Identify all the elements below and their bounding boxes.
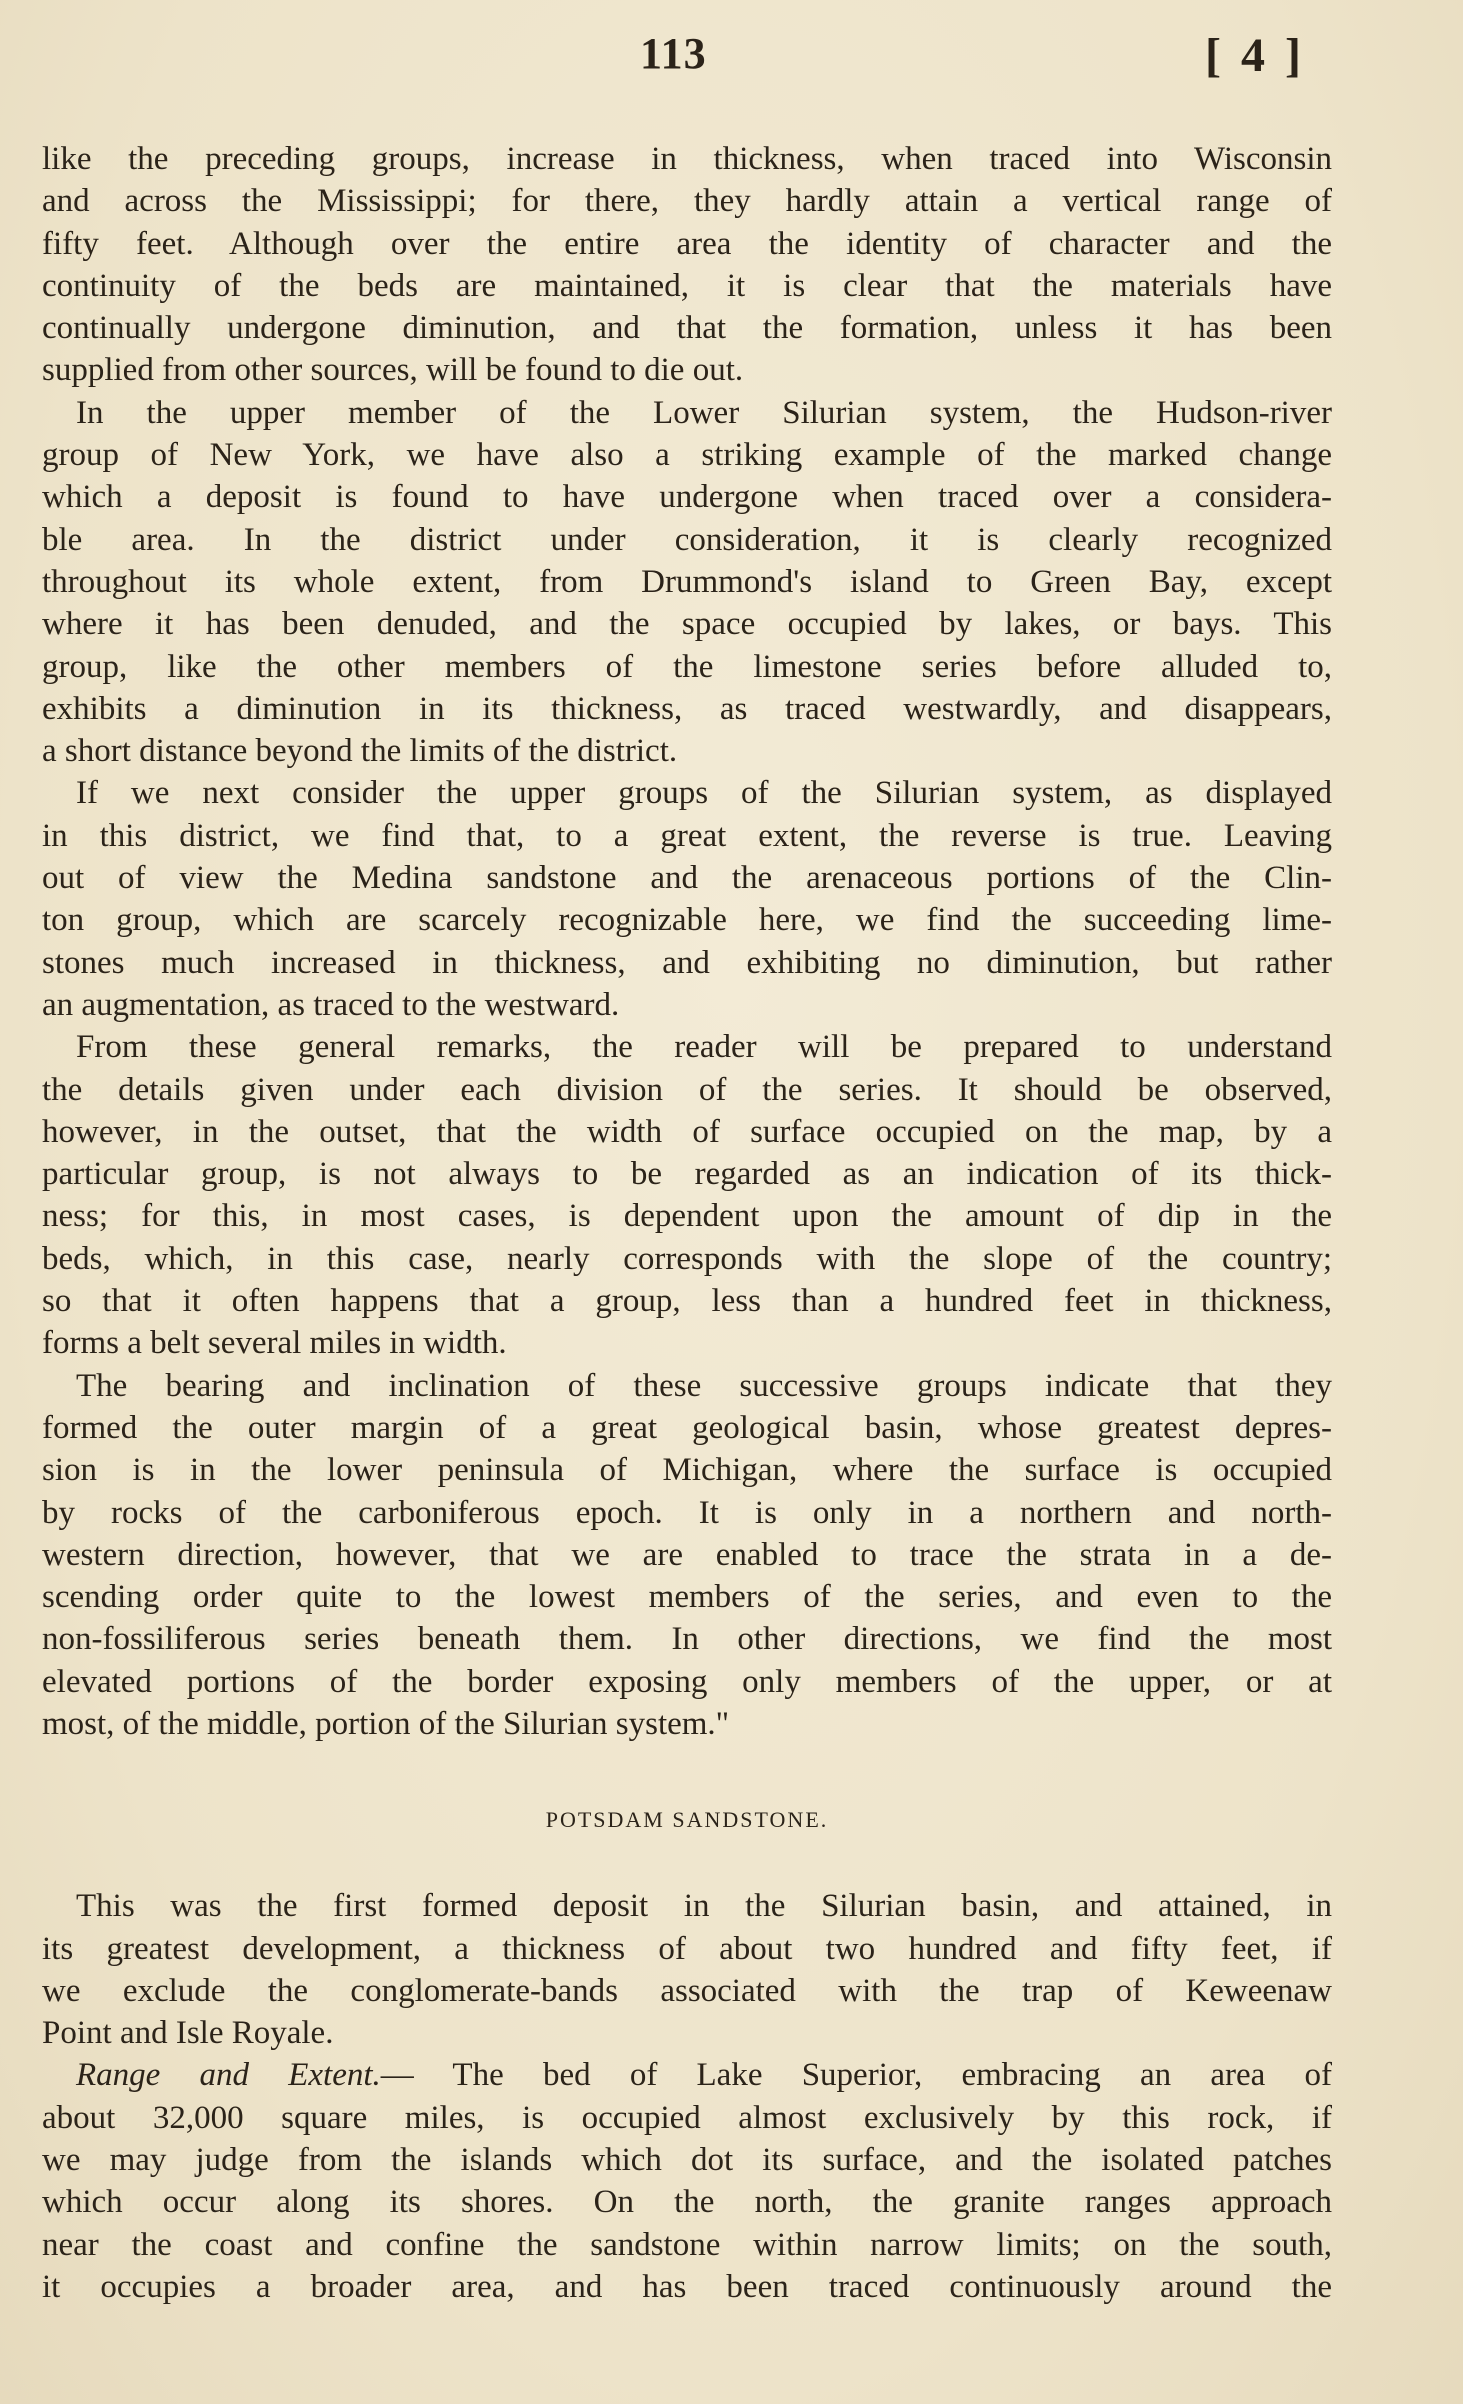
text-line: non-fossiliferous series beneath them. In other directions, we find the most [42,1621,1332,1658]
text-line: group of New York, we have also a striking example of the marked change [42,437,1332,474]
text-line: The bearing and inclination of these successive groups indicate that they [76,1367,1332,1404]
text-line: forms a belt several miles in width. [42,1325,507,1362]
text-line: which a deposit is found to have undergone when traced over a considera- [42,479,1332,516]
section-heading: POTSDAM SANDSTONE. [545,1807,829,1833]
text-line: elevated portions of the border exposing only members of the upper, or at [42,1663,1332,1700]
text-line: most, of the middle, portion of the Silurian system." [42,1705,730,1742]
text-line: about 32,000 square miles, is occupied almost exclusively by this rock, if [42,2099,1332,2136]
text-line: beds, which, in this case, nearly corresponds with the slope of the country; [42,1240,1332,1277]
text-line: throughout its whole extent, from Drummond's island to Green Bay, except [42,563,1332,600]
range-and-extent-label: Range and Extent. [76,2057,381,2094]
sheet-mark: [ 4 ] [1205,29,1305,82]
text-line: however, in the outset, that the width of surface occupied on the map, by a [42,1113,1332,1150]
text-line: out of view the Medina sandstone and the arenaceous portions of the Clin- [42,860,1332,897]
text-line: near the coast and confine the sandstone within narrow limits; on the south, [42,2226,1332,2263]
text-line: ble area. In the district under consideration, it is clearly recognized [42,521,1332,558]
text-line: which occur along its shores. On the north, the granite ranges approach [42,2184,1332,2221]
text-line: and across the Mississippi; for there, they hardly attain a vertical range of [42,183,1332,220]
text-line: group, like the other members of the limestone series before alluded to, [42,648,1332,685]
text-line: western direction, however, that we are enabled to trace the strata in a de- [42,1536,1332,1573]
text-line: a short distance beyond the limits of the district. [42,733,678,770]
page-number: 113 [640,29,707,78]
text-line: exhibits a diminution in its thickness, as traced westwardly, and disappears, [42,690,1332,727]
text-line: supplied from other sources, will be found to die out. [42,352,744,389]
text-line: In the upper member of the Lower Silurian system, the Hudson-river [76,394,1332,431]
text-line: an augmentation, as traced to the westward. [42,986,620,1023]
text-line: we may judge from the islands which dot its surface, and the isolated patches [42,2142,1332,2179]
body-text [42,138,1332,2308]
text-line: From these general remarks, the reader will be prepared to understand [76,1029,1332,1066]
text-line: we exclude the conglomerate-bands associated with the trap of Keweenaw [42,1972,1332,2009]
text-fragment: — The bed of Lake Superior, embracing an area of [380,2057,1332,2094]
text-line: like the preceding groups, increase in thickness, when traced into Wisconsin [42,141,1332,177]
text-line: scending order quite to the lowest members of the series, and even to the [42,1579,1332,1616]
text-line: by rocks of the carboniferous epoch. It is only in a northern and north- [42,1494,1332,1531]
text-line: ton group, which are scarcely recognizable here, we find the succeeding lime- [42,902,1332,939]
text-line: in this district, we find that, to a great extent, the reverse is true. Leaving [42,817,1332,854]
text-line: sion is in the lower peninsula of Michigan, where the surface is occupied [42,1452,1332,1489]
text-line [42,2054,1332,2096]
text-line: This was the first formed deposit in the Silurian basin, and attained, in [76,1888,1332,1925]
text-line: stones much increased in thickness, and exhibiting no diminution, but rather [42,944,1332,981]
text-line: where it has been denuded, and the space occupied by lakes, or bays. This [42,606,1332,643]
text-line: formed the outer margin of a great geological basin, whose greatest depres- [42,1409,1332,1446]
text-line: ness; for this, in most cases, is dependent upon the amount of dip in the [42,1198,1332,1235]
text-line: Point and Isle Royale. [42,2015,334,2052]
text-line: If we next consider the upper groups of the Silurian system, as displayed [76,775,1332,812]
text-line: its greatest development, a thickness of about two hundred and fifty feet, if [42,1930,1332,1967]
text-line: the details given under each division of the series. It should be observed, [42,1071,1332,1108]
text-line: fifty feet. Although over the entire area the identity of character and the [42,225,1332,262]
page-header [0,28,1463,88]
text-line: continually undergone diminution, and that the formation, unless it has been [42,310,1332,347]
text-line: particular group, is not always to be regarded as an indication of its thick- [42,1156,1332,1193]
text-line: so that it often happens that a group, less than a hundred feet in thickness, [42,1283,1332,1320]
text-line: continuity of the beds are maintained, it is clear that the materials have [42,267,1332,304]
text-line: it occupies a broader area, and has been traced continuously around the [42,2268,1332,2305]
